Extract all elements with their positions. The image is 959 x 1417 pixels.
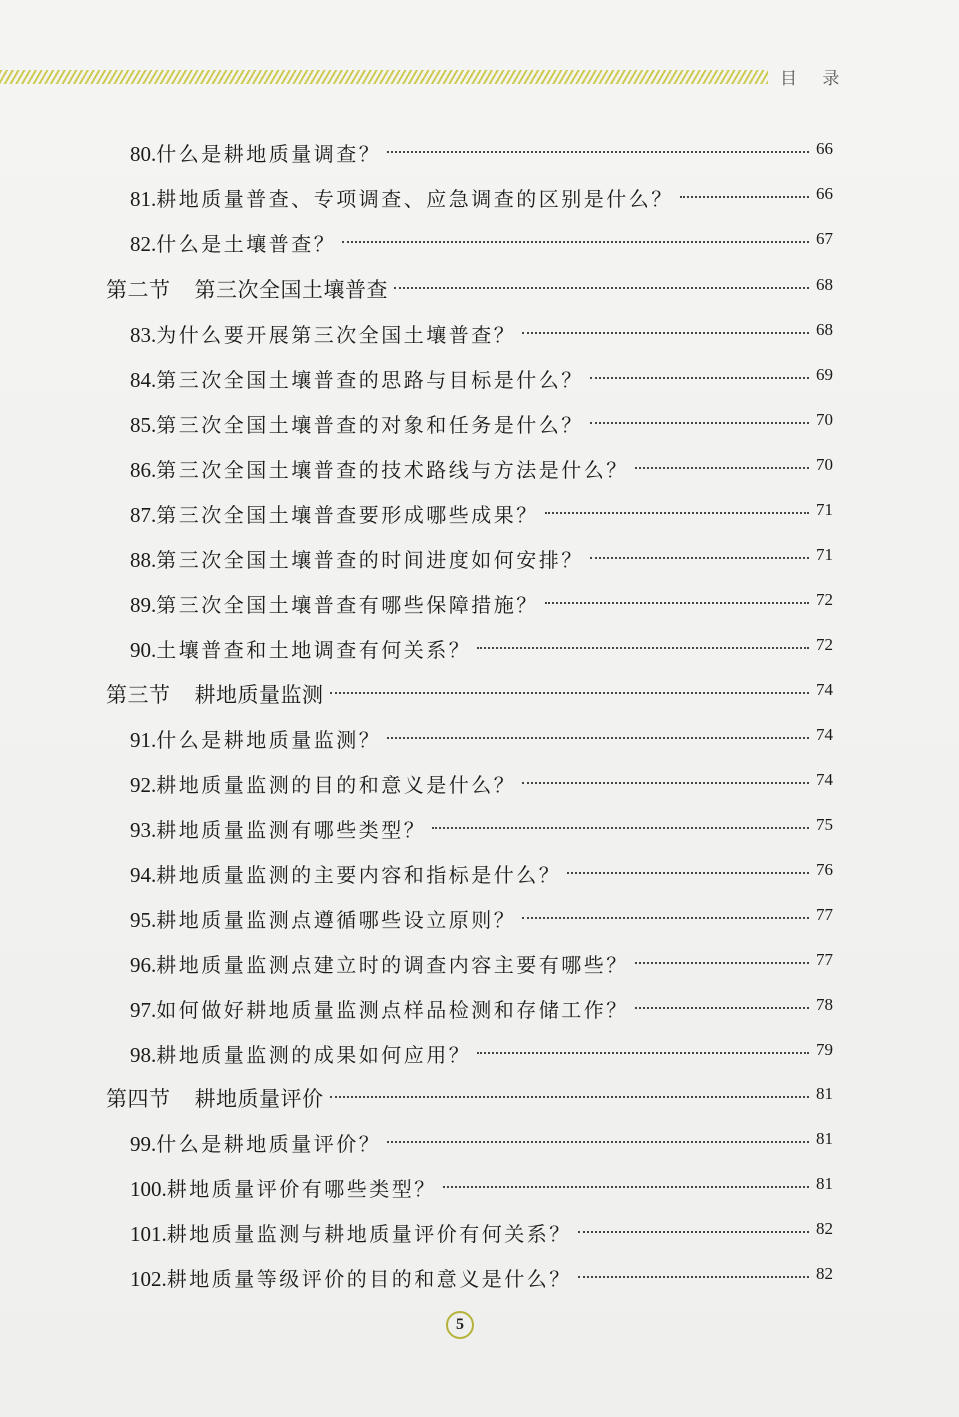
toc-question-number: 89. [130, 593, 157, 617]
dot-leader [545, 602, 809, 604]
dot-leader [387, 737, 809, 739]
toc-question-number: 97. [130, 998, 157, 1022]
toc-page-number: 74 [816, 770, 833, 789]
toc-question-row [130, 138, 833, 174]
dot-leader [567, 872, 809, 874]
dot-leader [635, 1007, 809, 1009]
toc-page-number: 71 [816, 500, 833, 519]
toc-page-number: 81 [816, 1174, 833, 1193]
dot-leader [522, 332, 809, 334]
toc-page-number: 78 [816, 995, 833, 1014]
toc-page-number: 68 [816, 275, 833, 294]
toc-question-title [130, 769, 516, 798]
toc-section-row [106, 679, 833, 715]
toc-question-row [130, 1263, 833, 1299]
toc-question-title [130, 859, 561, 888]
toc-question-text: 耕地质量监测点遵循哪些设立原则？ [156, 908, 517, 932]
toc-question-number: 98. [130, 1043, 157, 1067]
toc-question-title [130, 949, 629, 978]
dot-leader [477, 1052, 809, 1054]
toc-question-row [130, 769, 833, 805]
dot-leader [635, 467, 809, 469]
toc-page-number: 77 [816, 905, 833, 924]
toc-question-number: 95. [130, 908, 157, 932]
page-number-badge [446, 1311, 474, 1339]
toc-page-number: 67 [816, 229, 833, 248]
toc-question-text: 为什么要开展第三次全国土壤普查？ [156, 323, 517, 347]
dot-leader [394, 287, 809, 289]
toc-page-number: 79 [816, 1040, 833, 1059]
toc-question-number: 80. [130, 142, 157, 166]
toc-page-number: 72 [816, 635, 833, 654]
dot-leader [522, 782, 809, 784]
dot-leader [342, 241, 809, 243]
toc-question-text: 第三次全国土壤普查的对象和任务是什么？ [156, 413, 584, 437]
toc-page-number: 71 [816, 545, 833, 564]
toc-question-text: 耕地质量评价有哪些类型？ [166, 1177, 437, 1201]
dot-leader [635, 962, 809, 964]
toc-question-text: 耕地质量监测的成果如何应用？ [156, 1043, 472, 1067]
toc-question-text: 什么是耕地质量监测？ [156, 728, 382, 752]
toc-question-text: 如何做好耕地质量监测点样品检测和存储工作？ [156, 998, 629, 1022]
toc-page-number: 68 [816, 320, 833, 339]
toc-question-text: 第三次全国土壤普查的思路与目标是什么？ [156, 368, 584, 392]
toc-question-number: 101. [130, 1222, 167, 1246]
dot-leader [387, 1141, 809, 1143]
toc-question-row [130, 499, 833, 535]
toc-question-number: 100. [130, 1177, 167, 1201]
toc-page-number: 81 [816, 1084, 833, 1103]
toc-question-text: 什么是耕地质量调查？ [156, 142, 382, 166]
toc-question-title [130, 1218, 572, 1247]
dot-leader [522, 917, 809, 919]
toc-page-number: 82 [816, 1264, 833, 1283]
toc-question-title [130, 364, 584, 393]
toc-question-title [130, 814, 426, 843]
dot-leader [330, 1096, 810, 1098]
dot-leader [680, 196, 809, 198]
toc-question-row [130, 724, 833, 760]
toc-question-number: 94. [130, 863, 157, 887]
toc-section-row [106, 274, 833, 310]
toc-question-text: 第三次全国土壤普查有哪些保障措施？ [156, 593, 539, 617]
toc-question-text: 耕地质量监测的目的和意义是什么？ [156, 773, 517, 797]
toc-question-title [130, 1128, 381, 1157]
toc-question-row [130, 994, 833, 1030]
toc-question-row [130, 949, 833, 985]
toc-question-title [130, 589, 539, 618]
toc-question-title [130, 904, 516, 933]
toc-question-number: 82. [130, 232, 157, 256]
toc-question-number: 91. [130, 728, 157, 752]
toc-page-number: 82 [816, 1219, 833, 1238]
toc-page-number: 76 [816, 860, 833, 879]
dot-leader [443, 1186, 809, 1188]
toc-question-title [130, 994, 629, 1023]
dot-leader [590, 422, 809, 424]
dot-leader [590, 557, 809, 559]
toc-question-row [130, 814, 833, 850]
toc-question-title [130, 544, 584, 573]
toc-question-number: 90. [130, 638, 157, 662]
toc-section-label: 第三节 [106, 683, 171, 707]
toc-section-row [106, 1083, 833, 1119]
toc-question-title [130, 454, 629, 483]
toc-question-row [130, 544, 833, 580]
toc-question-number: 85. [130, 413, 157, 437]
toc-question-row [130, 1128, 833, 1164]
toc-question-text: 土壤普查和土地调查有何关系？ [156, 638, 472, 662]
dot-leader [330, 692, 810, 694]
dot-leader [590, 377, 809, 379]
toc-page-number: 75 [816, 815, 833, 834]
toc-section-text: 耕地质量监测 [194, 683, 324, 707]
toc-question-number: 92. [130, 773, 157, 797]
toc-question-title [130, 634, 471, 663]
toc-section-title [106, 274, 388, 304]
toc-question-row [130, 228, 833, 264]
header-title: 目 录 [780, 69, 850, 89]
toc-question-row [130, 904, 833, 940]
toc-section-label: 第四节 [106, 1087, 171, 1111]
toc-question-title [130, 1173, 437, 1202]
toc-question-row [130, 409, 833, 445]
toc-question-row [130, 183, 833, 219]
dot-leader [578, 1231, 809, 1233]
toc-page-number: 70 [816, 455, 833, 474]
toc-question-text: 耕地质量监测的主要内容和指标是什么？ [156, 863, 562, 887]
toc-page-number: 72 [816, 590, 833, 609]
toc-question-text: 什么是土壤普查？ [156, 232, 337, 256]
toc-section-title [106, 679, 324, 709]
toc-question-number: 102. [130, 1267, 167, 1291]
toc-section-text: 耕地质量评价 [194, 1087, 324, 1111]
dot-leader [578, 1276, 809, 1278]
toc-question-title [130, 1039, 471, 1068]
page-number: 5 [456, 1316, 464, 1333]
dot-leader [387, 151, 809, 153]
dot-leader [477, 647, 809, 649]
toc-question-title [130, 724, 381, 753]
toc-question-row [130, 1039, 833, 1075]
toc-question-row [130, 454, 833, 490]
toc-question-number: 96. [130, 953, 157, 977]
toc-question-number: 86. [130, 458, 157, 482]
toc-question-row [130, 319, 833, 355]
toc-question-number: 81. [130, 187, 157, 211]
toc-section-text: 第三次全国土壤普查 [194, 278, 388, 302]
toc-question-number: 99. [130, 1132, 157, 1156]
toc-question-text: 耕地质量等级评价的目的和意义是什么？ [166, 1267, 572, 1291]
toc-question-row [130, 859, 833, 895]
toc-page-number: 74 [816, 725, 833, 744]
toc-question-title [130, 499, 539, 528]
toc-question-title [130, 228, 336, 257]
toc-question-row [130, 1173, 833, 1209]
toc-question-title [130, 319, 516, 348]
toc-question-text: 第三次全国土壤普查要形成哪些成果？ [156, 503, 539, 527]
toc-page-number: 81 [816, 1129, 833, 1148]
toc-question-text: 什么是耕地质量评价？ [156, 1132, 382, 1156]
toc-question-text: 第三次全国土壤普查的技术路线与方法是什么？ [156, 458, 629, 482]
toc-question-text: 第三次全国土壤普查的时间进度如何安排？ [156, 548, 584, 572]
toc-page-number: 77 [816, 950, 833, 969]
toc-question-title [130, 138, 381, 167]
toc-question-number: 93. [130, 818, 157, 842]
toc-page-number: 66 [816, 139, 833, 158]
toc-section-title [106, 1083, 324, 1113]
toc-section-label: 第二节 [106, 278, 171, 302]
toc-page-number: 69 [816, 365, 833, 384]
toc-question-row [130, 1218, 833, 1254]
toc-question-text: 耕地质量监测有哪些类型？ [156, 818, 427, 842]
toc-question-text: 耕地质量普查、专项调查、应急调查的区别是什么？ [156, 187, 674, 211]
toc-question-title [130, 183, 674, 212]
toc-question-row [130, 589, 833, 625]
dot-leader [545, 512, 809, 514]
toc-question-row [130, 634, 833, 670]
toc-page-number: 70 [816, 410, 833, 429]
toc-question-number: 84. [130, 368, 157, 392]
header-decorative-stripe [0, 70, 768, 84]
toc-question-title [130, 409, 584, 438]
toc-question-number: 88. [130, 548, 157, 572]
toc-question-number: 83. [130, 323, 157, 347]
toc-question-text: 耕地质量监测点建立时的调查内容主要有哪些？ [156, 953, 629, 977]
toc-question-title [130, 1263, 572, 1292]
toc-page-number: 74 [816, 680, 833, 699]
toc-page-number: 66 [816, 184, 833, 203]
dot-leader [432, 827, 809, 829]
toc-question-text: 耕地质量监测与耕地质量评价有何关系？ [166, 1222, 572, 1246]
toc-question-row [130, 364, 833, 400]
toc-question-number: 87. [130, 503, 157, 527]
